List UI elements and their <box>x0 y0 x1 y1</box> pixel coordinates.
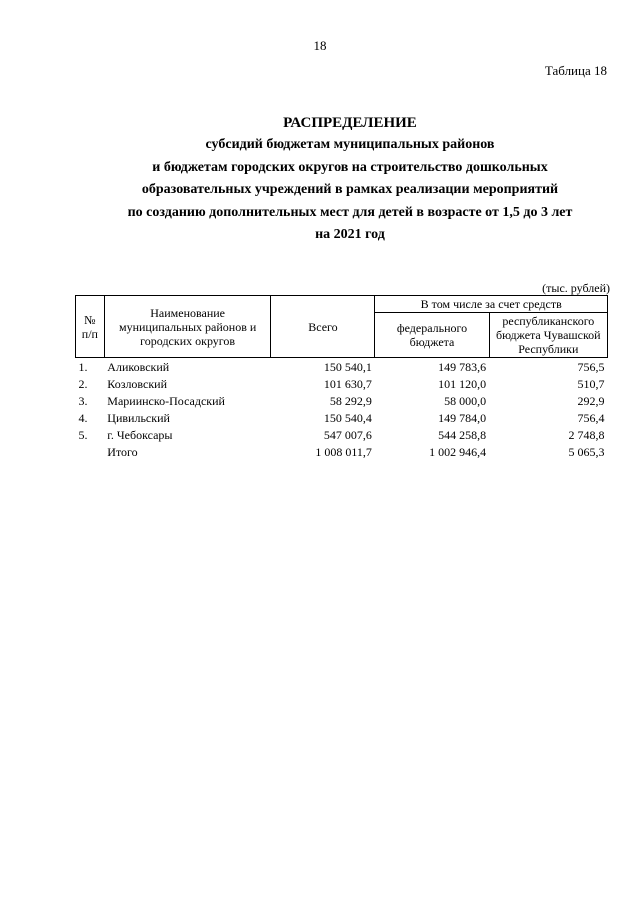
row-federal: 149 784,0 <box>438 410 487 425</box>
total-label: Итого <box>107 444 138 459</box>
row-name: Мариинско-Посадский <box>107 393 225 408</box>
row-federal: 58 000,0 <box>444 393 487 408</box>
total-sum: 1 008 011,7 <box>315 444 372 459</box>
row-federal: 544 258,8 <box>438 427 487 442</box>
row-republic: 2 748,8 <box>568 427 605 442</box>
table-row <box>76 426 608 443</box>
row-republic: 756,5 <box>577 359 605 374</box>
total-row <box>76 443 608 460</box>
row-republic: 756,4 <box>577 410 605 425</box>
row-republic: 292,9 <box>577 393 605 408</box>
title-main: РАСПРЕДЕЛЕНИЕ <box>283 115 417 131</box>
row-total: 150 540,4 <box>323 410 372 425</box>
total-republic: 5 065,3 <box>568 444 605 459</box>
row-name: Козловский <box>107 376 168 391</box>
row-total: 150 540,1 <box>323 359 372 374</box>
header-num: № п/п <box>76 296 105 358</box>
title-line: и бюджетам городских округов на строительство дошкольных <box>152 159 548 175</box>
table-row <box>76 375 608 392</box>
row-republic: 510,7 <box>577 376 605 391</box>
row-name: Цивильский <box>107 410 170 425</box>
header-total: Всего <box>271 296 375 358</box>
table-row <box>76 409 608 426</box>
row-num: 4. <box>78 410 88 425</box>
title-line: по созданию дополнительных мест для детей в возрасте от 1,5 до 3 лет <box>127 204 573 220</box>
title-line: субсидий бюджетам муниципальных районов <box>205 137 495 152</box>
units-note: (тыс. рублей) <box>542 281 610 295</box>
header-republic: республиканского бюджета Чувашской Республики <box>489 313 607 358</box>
total-federal: 1 002 946,4 <box>429 444 487 459</box>
table-label: Таблица 18 <box>544 63 607 78</box>
row-total: 101 630,7 <box>323 376 372 391</box>
distribution-table <box>75 295 608 460</box>
row-num: 2. <box>78 376 88 391</box>
header-name: Наименование муниципальных районов и городских округов <box>104 296 271 358</box>
title-line: образовательных учреждений в рамках реализации мероприятий <box>141 182 559 197</box>
row-federal: 149 783,6 <box>438 359 487 374</box>
header-group: В том числе за счет средств <box>375 296 608 313</box>
row-num: 5. <box>78 427 88 442</box>
row-num: 3. <box>78 393 88 408</box>
row-total: 58 292,9 <box>329 393 372 408</box>
row-federal: 101 120,0 <box>438 376 487 391</box>
row-name: г. Чебоксары <box>107 427 173 442</box>
title-line: на 2021 год <box>315 227 385 242</box>
row-total: 547 007,6 <box>323 427 372 442</box>
page-number: 18 <box>313 38 327 53</box>
table-row <box>76 392 608 409</box>
row-num: 1. <box>78 359 88 374</box>
row-name: Аликовский <box>107 359 170 374</box>
header-federal: федерального бюджета <box>375 313 489 358</box>
table-row <box>76 358 608 376</box>
document-title <box>60 112 640 247</box>
